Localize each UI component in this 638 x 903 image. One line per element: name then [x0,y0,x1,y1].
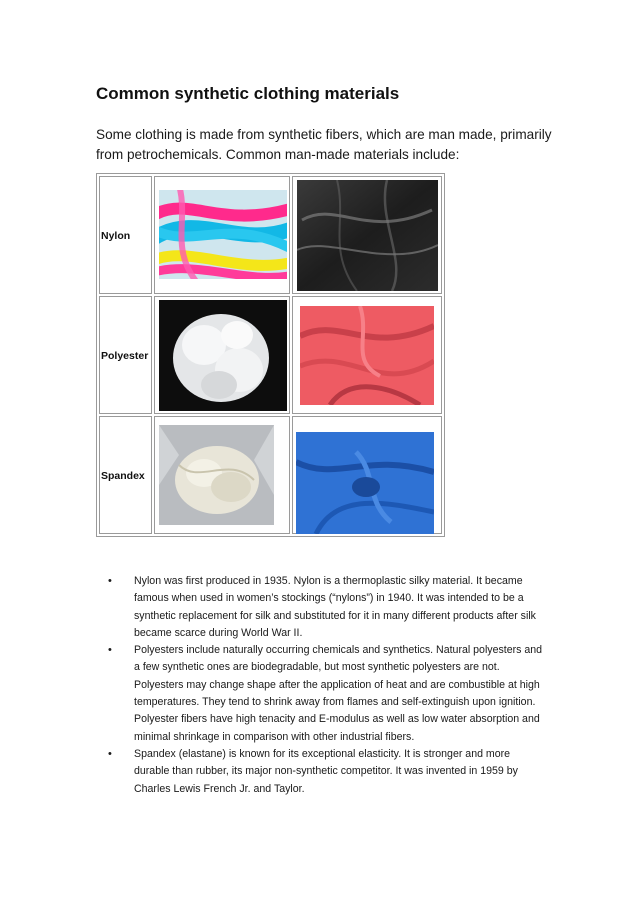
table-row-polyester [99,296,442,414]
list-item [96,642,546,746]
label-cell [99,416,152,534]
page-title: Common synthetic clothing materials [96,84,400,103]
image-cell [292,416,442,534]
nylon-fabric-image [297,180,438,291]
polyester-fiber-image [159,300,287,411]
bullet-dot: • [108,644,112,657]
bullet-text-nylon: Nylon was first produced in 1935. Nylon is a thermoplastic silky material. It became famous when used in women’s stockings (“nylons”) in 1940. It was intended to be a synthetic replacement for silk and substituted for it in many different products after silk became scarce during World War II. [134,575,536,639]
image-cell [292,296,442,414]
spandex-fabric-image [296,432,434,534]
material-label-spandex: Spandex [101,470,145,482]
list-item [96,573,546,642]
material-label-nylon: Nylon [101,230,131,242]
intro-paragraph: Some clothing is made from synthetic fibers, which are man made, primarily from petrochemicals. Common man-made materials include: [96,127,552,162]
label-cell [99,296,152,414]
image-cell [154,296,290,414]
table-row-spandex [99,416,442,534]
materials-table [96,173,445,537]
bullet-list [96,573,546,798]
table-row-nylon [99,176,442,294]
polyester-fabric-image [300,306,434,405]
list-item [96,746,546,798]
bullet-text-polyester: Polyesters include naturally occurring chemicals and synthetics. Natural polyesters and a few synthetic ones are biodegradable, but most synthetic polyesters are not. Polyesters may change shape after the application of heat and are combustible at high temperatures. They tend to shrink away from flames and self-extinguish upon ignition. Polyester fibers have high tenacity and E-modulus as well as low water absorption and minimal shrinkage in comparison with other industrial fibers. [134,644,543,743]
nylon-rope-image [159,190,287,279]
image-cell [154,416,290,534]
bullet-dot: • [108,575,112,587]
label-cell [99,176,152,294]
bullet-dot: • [108,747,112,760]
spandex-fiber-image [159,425,274,525]
bullet-text-spandex: Spandex (elastane) is known for its exceptional elasticity. It is stronger and more durable than rubber, its major non-synthetic competitor. It was invented in 1959 by Charles Lewis French Jr. and Taylor. [134,747,518,795]
image-cell [292,176,442,294]
material-label-polyester: Polyester [101,350,149,362]
image-cell [154,176,290,294]
